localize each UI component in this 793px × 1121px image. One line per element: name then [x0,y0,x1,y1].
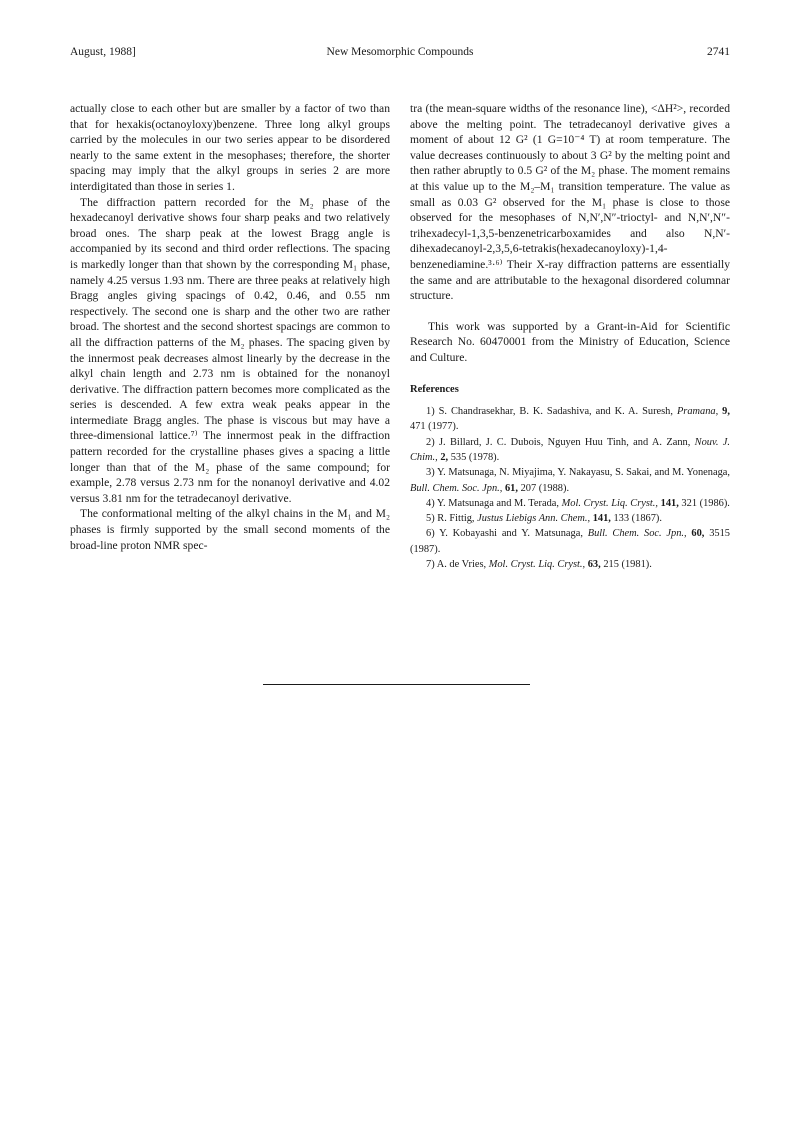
end-rule [263,684,530,685]
body-paragraph: The diffraction pattern recorded for the M₂ phase of the hexadecanoyl derivative shows four sharp peaks and two relatively broad ones. The sharp peak at the lowest Bragg angle is accompanied by its second and third order reflections. The spacing is markedly longer than that shown by the corresponding M₁ phase, namely 4.25 versus 1.93 nm. There are three peaks at relatively high Bragg angles giving spacings of 0.42, 0.46, and 0.55 nm respectively. The second one is sharp and the other two are rather broad. The shortest and the second shortest spacings are common to all the diffraction patterns of the M₂ phases. The spacing given by the innermost peak decreases almost linearly by the decrease in the alkyl chain length and 2.73 nm is obtained for the nonanoyl derivative. The diffraction pattern becomes more complicated as the series is descended. A few extra weak peaks appear in the intermediate Bragg angles. The phase is viscous but may have a three-dimensional lattice.⁷⁾ The innermost peak in the diffraction pattern recorded for the crystalline phases gives a spacing a little longer than that of the M₂ phase of the same compound; for example, 2.78 versus 2.73 nm for the nonanoyl derivative and 4.02 versus 3.81 nm for the tetradecanoyl derivative. [70,195,390,505]
reference-pages-year: 471 (1977). [410,421,459,433]
reference-pages-year: 207 (1988). [520,482,570,494]
reference-journal: Bull. Chem. Soc. Jpn., [587,528,687,540]
reference-number: 5) [426,513,435,525]
reference-number: 3) [426,467,435,479]
reference-volume: 141, [660,497,679,509]
running-header [70,46,730,62]
reference-list [410,404,730,572]
reference-pages-year: 215 (1981). [603,559,652,571]
reference-volume: 9, [722,406,730,418]
reference-volume: 60, [691,528,705,540]
reference-item [410,511,730,526]
reference-number: 2) [426,436,435,448]
reference-item [410,557,730,572]
left-column [70,101,390,553]
reference-number: 1) [426,406,435,418]
reference-authors: S. Chandrasekhar, B. K. Sadashiva, and K. A. Suresh, [438,406,673,418]
reference-authors: A. de Vries, [436,559,487,571]
right-column [410,101,730,572]
reference-item [410,404,730,435]
reference-pages-year: 3515 (1987). [410,528,730,555]
reference-authors: Y. Matsunaga and M. Terada, [436,497,559,509]
header-title: New Mesomorphic Compounds [326,46,474,58]
reference-journal: Mol. Cryst. Liq. Cryst., [561,497,659,509]
reference-journal: Nouv. J. Chim., [410,436,730,463]
reference-authors: Y. Matsunaga, N. Miyajima, Y. Nakayasu, S. Sakai, and M. Yonenaga, [436,467,730,479]
reference-item [410,465,730,496]
reference-pages-year: 535 (1978). [450,451,500,463]
reference-item [410,496,730,511]
acknowledgement: This work was supported by a Grant-in-Aid for Scientific Research No. 60470001 from the Ministry of Education, Science and Culture. [410,319,730,364]
references-heading: References [410,383,459,395]
reference-journal: Mol. Cryst. Liq. Cryst., [488,559,586,571]
reference-number: 6) [426,528,435,540]
reference-journal: Justus Liebigs Ann. Chem., [477,513,591,525]
reference-authors: J. Billard, J. C. Dubois, Nguyen Huu Tinh, and A. Zann, [439,436,691,448]
reference-item [410,435,730,466]
body-paragraph: The conformational melting of the alkyl chains in the M₁ and M₂ phases is firmly supported by the small second moments of the broad-line proton NMR spec- [70,507,390,552]
reference-authors: Y. Kobayashi and Y. Matsunaga, [439,528,583,540]
reference-volume: 141, [592,513,611,525]
body-paragraph: tra (the mean-square widths of the resonance line), <ΔH²>, recorded above the melting point. The tetradecanoyl derivative gives a moment of about 12 G² (1 G=10⁻⁴ T) at room temperature. The value decreases continuously to about 3 G² by the melting point and then rather abruptly to 0.5 G² of the M₂ phase. The moment remains at this value up to the M₂–M₁ transition temperature. The value as small as 0.03 G² observed for the M₁ phase is close to those observed for the mesophases of N,N′,N″-trioctyl- and N,N′,N″-trihexadecyl-1,3,5-benzenetricarboxamides and also N,N′-dihexadecanoyl-2,3,5,6-tetrakis(hexadecanoyloxy)-1,4-benzenediamine.³·⁶⁾ Their X-ray diffraction patterns are essentially the same and are attributable to the hexagonal disordered columnar structure. [410,102,730,303]
reference-journal: Pramana, [676,406,719,418]
body-paragraph: actually close to each other but are smaller by a factor of two than that for hexakis(octanoyloxy)benzene. Three long alkyl groups carried by the molecules in our two series appear to be disordered nearly to the same extent in the mesophases; therefore, the shorter spacing may imply that the alkyl groups in series 2 are more interdigitated than those in series 1. [70,102,390,193]
reference-pages-year: 321 (1986). [681,497,730,509]
header-date: August, 1988] [70,46,136,58]
page-number: 2741 [707,46,730,58]
reference-volume: 63, [587,559,601,571]
reference-authors: R. Fittig, [437,513,475,525]
reference-volume: 61, [504,482,518,494]
reference-number: 7) [426,559,435,571]
reference-pages-year: 133 (1867). [613,513,662,525]
reference-volume: 2, [440,451,449,463]
reference-item [410,526,730,557]
reference-number: 4) [426,497,435,509]
reference-journal: Bull. Chem. Soc. Jpn., [410,482,503,494]
